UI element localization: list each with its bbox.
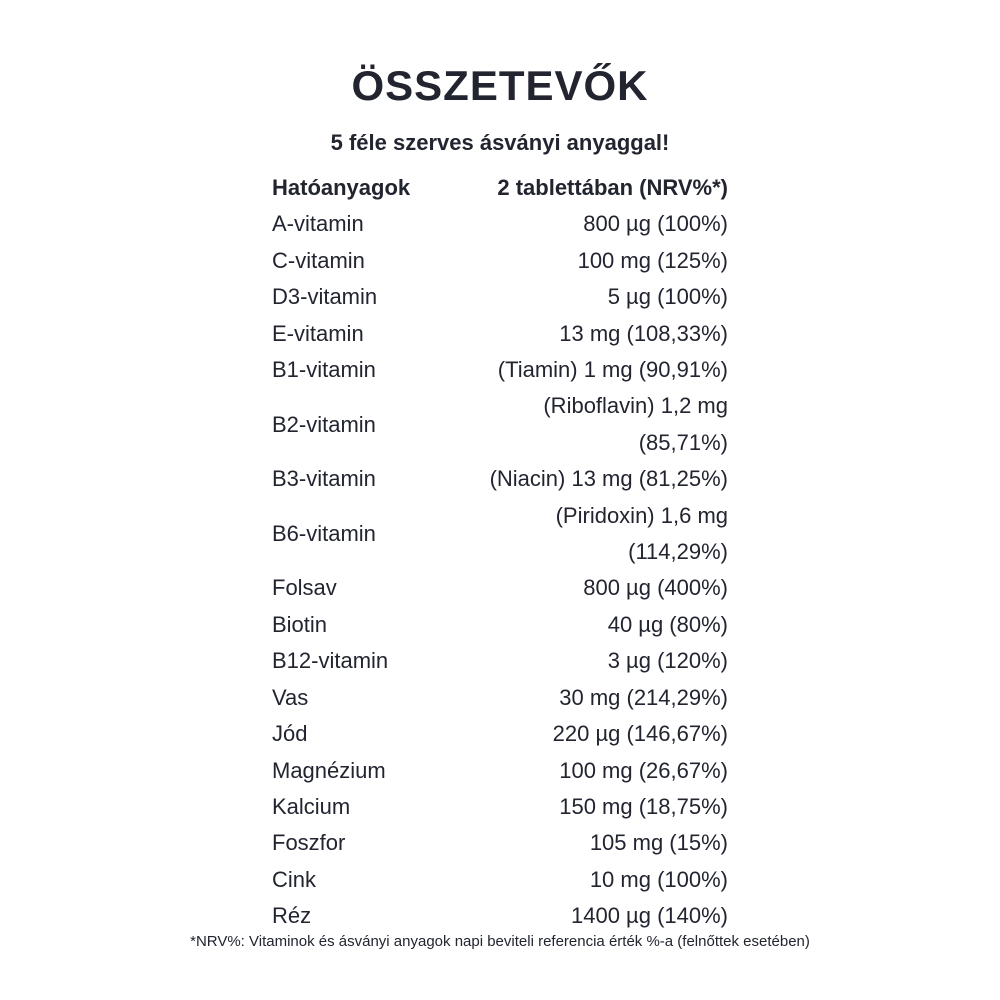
ingredient-name: Cink	[272, 866, 317, 892]
ingredient-amount: (Riboflavin) 1,2 mg (85,71%)	[543, 393, 728, 455]
ingredient-name: Biotin	[272, 611, 328, 637]
ingredient-amount: 10 mg (100%)	[589, 866, 728, 892]
ingredient-name: B6-vitamin	[272, 520, 376, 546]
ingredient-name: B2-vitamin	[272, 411, 376, 437]
ingredient-amount: (Niacin) 13 mg (81,25%)	[489, 466, 728, 492]
ingredient-amount: 800 µg (400%)	[583, 575, 728, 601]
ingredient-name: B3-vitamin	[272, 466, 376, 492]
ingredient-name: B1-vitamin	[272, 357, 376, 383]
ingredient-name: B12-vitamin	[272, 648, 389, 674]
ingredient-amount: 3 µg (120%)	[607, 648, 728, 674]
ingredient-name: Vas	[272, 684, 309, 710]
ingredient-amount: 13 mg (108,33%)	[559, 320, 728, 346]
ingredient-amount: 30 mg (214,29%)	[559, 684, 728, 710]
table-row	[272, 716, 728, 752]
ingredient-name: Folsav	[272, 575, 337, 601]
nrv-footnote: *NRV%: Vitaminok és ásványi anyagok napi beviteli referencia érték %-a (felnőttek esetében)	[190, 933, 810, 950]
table-body	[272, 206, 728, 934]
table-row	[272, 680, 728, 716]
table-row	[272, 388, 728, 461]
table-row	[272, 316, 728, 352]
table-row	[272, 825, 728, 861]
ingredient-amount: 220 µg (146,67%)	[552, 721, 728, 747]
table-row	[272, 607, 728, 643]
header-ingredient-label: Hatóanyagok	[272, 175, 411, 200]
ingredient-name: A-vitamin	[272, 211, 364, 237]
table-row	[272, 461, 728, 497]
table-row	[272, 570, 728, 606]
ingredient-amount: 100 mg (125%)	[577, 247, 728, 273]
table-row	[272, 862, 728, 898]
table-row	[272, 789, 728, 825]
ingredient-name: Kalcium	[272, 793, 351, 819]
page-title: ÖSSZETEVŐK	[351, 62, 649, 109]
ingredient-amount: 40 µg (80%)	[607, 611, 728, 637]
table-row	[272, 206, 728, 242]
ingredient-amount: 105 mg (15%)	[589, 830, 728, 856]
table-row	[272, 352, 728, 388]
ingredient-amount: (Piridoxin) 1,6 mg (114,29%)	[555, 502, 728, 565]
ingredient-amount: 800 µg (100%)	[583, 211, 728, 237]
ingredients-table	[272, 170, 728, 935]
ingredient-name: C-vitamin	[272, 247, 365, 273]
table-row	[272, 279, 728, 315]
ingredient-name: Réz	[272, 903, 312, 929]
ingredient-name: D3-vitamin	[272, 284, 378, 310]
ingredient-amount: (Tiamin) 1 mg (90,91%)	[497, 357, 728, 383]
ingredient-name: E-vitamin	[272, 320, 364, 346]
ingredient-name: Foszfor	[272, 830, 346, 856]
table-row	[272, 898, 728, 934]
ingredient-amount: 5 µg (100%)	[607, 284, 728, 310]
ingredient-amount: 100 mg (26,67%)	[559, 757, 728, 783]
ingredient-amount: 1400 µg (140%)	[571, 903, 728, 929]
table-row	[272, 243, 728, 279]
ingredient-name: Magnézium	[272, 757, 386, 783]
table-header-row	[272, 170, 728, 206]
table-row	[272, 753, 728, 789]
header-amount-label: 2 tablettában (NRV%*)	[497, 175, 728, 200]
subtitle: 5 féle szerves ásványi anyaggal!	[330, 130, 670, 155]
table-row	[272, 643, 728, 679]
table-row	[272, 498, 728, 571]
ingredient-amount: 150 mg (18,75%)	[559, 793, 728, 819]
ingredient-name: Jód	[272, 721, 308, 747]
label-content	[272, 0, 728, 935]
